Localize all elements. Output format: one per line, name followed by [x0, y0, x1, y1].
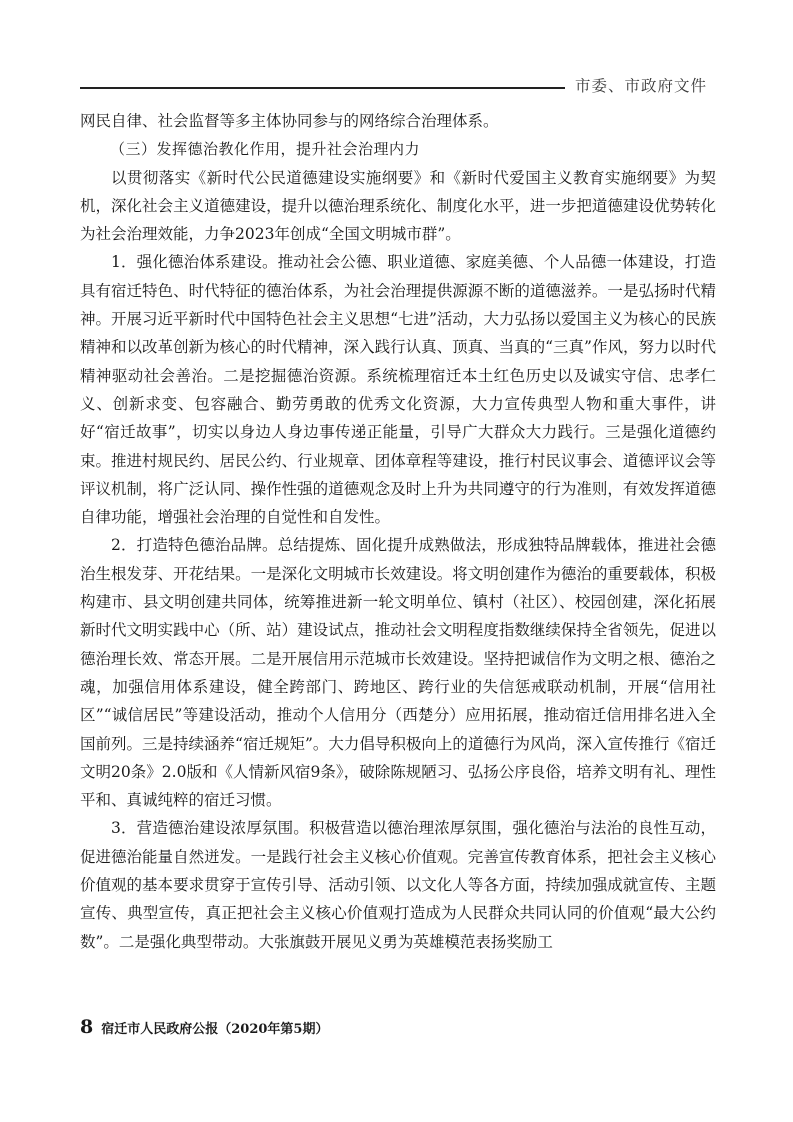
paragraph-item-2: 2．打造特色德治品牌。总结提炼、固化提升成熟做法，形成独特品牌载体，推进社会德治生根发芽、开花结果。一是深化文明城市长效建设。将文明创建作为德治的重要载体，积极构建市、县文明创建共同体，统筹推进新一轮文明单位、镇村（社区）、校园创建，深化拓展新时代文明实践中心（所、站）建设试点，推动社会文明程度指数继续保持全省领先，促进以德治理长效、常态开展。二是开展信用示范城市长效建设。坚持把诚信作为文明之根、德治之魂，加强信用体系建设，健全跨部门、跨地区、跨行业的失信惩戒联动机制，开展“信用社区”“诚信居民”等建设活动，推动个人信用分（西楚分）应用拓展，推动宿迁信用排名进入全国前列。三是持续涵养“宿迁规矩”。大力倡导积极向上的道德行为风尚，深入宣传推行《宿迁文明20条》2.0版和《人情新风宿9条》，破除陈规陋习、弘扬公序良俗，培养文明有礼、理性平和、真诚纯粹的宿迁习惯。 — [80, 536, 716, 810]
paragraph-item-1: 1．强化德治体系建设。推动社会公德、职业道德、家庭美德、个人品德一体建设，打造具有宿迁特色、时代特征的德治体系，为社会治理提供源源不断的道德滋养。一是弘扬时代精神。开展习近平新时代中国特色社会主义思想“七进”活动，大力弘扬以爱国主义为核心的民族精神和以改革创新为核心的时代精神，深入践行认真、顶真、当真的“三真”作风，努力以时代精神驱动社会善治。二是挖掘德治资源。系统梳理宿迁本土红色历史以及诚实守信、忠孝仁义、创新求变、包容融合、勤劳勇敢的优秀文化资源，大力宣传典型人物和重大事件，讲好“宿迁故事”，切实以身边人身边事传递正能量，引导广大群众大力践行。三是强化道德约束。推进村规民约、居民公约、行业规章、团体章程等建设，推行村民议事会、道德评议会等评议机制，将广泛认同、操作性强的道德观念及时上升为共同遵守的行为准则，有效发挥道德自律功能，增强社会治理的自觉性和自发性。 — [80, 253, 716, 527]
section-heading: （三）发挥德治教化作用，提升社会治理内力 — [110, 140, 421, 159]
page-footer — [80, 1016, 328, 1038]
page-number: 8 — [80, 1016, 94, 1038]
document-body — [80, 107, 716, 956]
header-rule — [80, 87, 565, 89]
header-section-title: 市委、市政府文件 — [575, 77, 708, 95]
paragraph-continuation: 网民自律、社会监督等多主体协同参与的网络综合治理体系。 — [80, 112, 499, 130]
paragraph-intro: 以贯彻落实《新时代公民道德建设实施纲要》和《新时代爱国主义教育实施纲要》为契机，深化社会主义道德建设，提升以德治理系统化、制度化水平，进一步把道德建设优势转化为社会治理效能，力争2023年创成“全国文明城市群”。 — [80, 168, 716, 244]
journal-name: 宿迁市人民政府公报（2020年第5期） — [101, 1022, 329, 1037]
paragraph-item-3: 3．营造德治建设浓厚氛围。积极营造以德治理浓厚氛围，强化德治与法治的良性互动，促进德治能量自然迸发。一是践行社会主义核心价值观。完善宣传教育体系，把社会主义核心价值观的基本要求贯穿于宣传引导、活动引领、以文化人等各方面，持续加强成就宣传、主题宣传、典型宣传，真正把社会主义核心价值观打造成为人民群众共同认同的价值观“最大公约数”。二是强化典型带动。大张旗鼓开展见义勇为英雄模范表扬奖励工 — [80, 819, 716, 951]
